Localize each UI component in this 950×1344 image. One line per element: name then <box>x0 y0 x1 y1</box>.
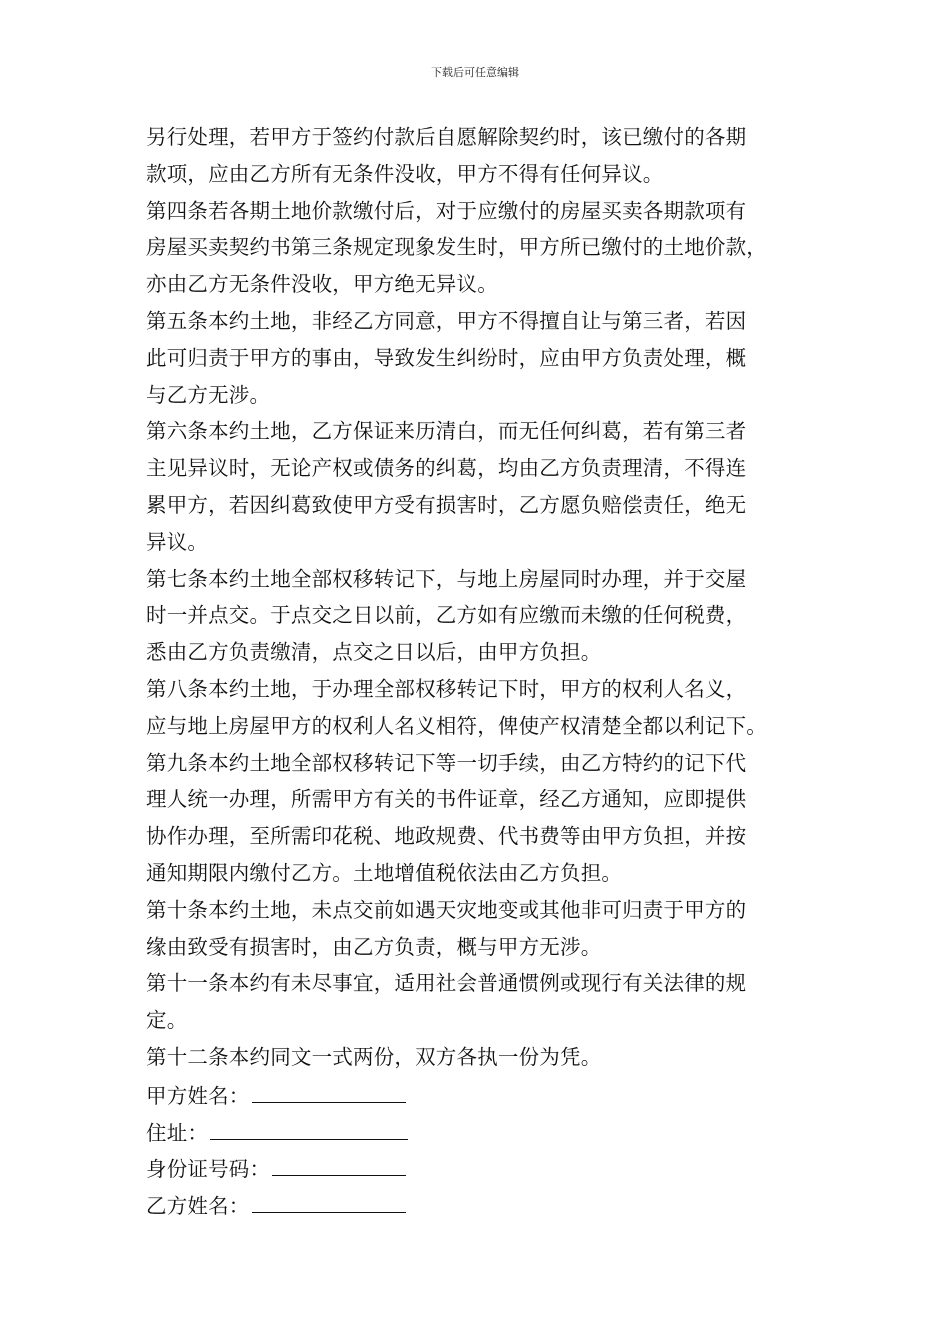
text-line: 主见异议时，无论产权或债务的纠葛，均由乙方负责理清，不得连 <box>146 456 747 481</box>
party-a-name-label: 甲方姓名： <box>146 1083 250 1108</box>
text-line: 异议。 <box>146 529 209 554</box>
text-line: 与乙方无涉。 <box>146 382 271 407</box>
text-line: 第十二条本约同文一式两份，双方各执一份为凭。 <box>146 1044 602 1069</box>
address-row <box>146 1113 826 1150</box>
text-line: 时一并点交。于点交之日以前，乙方如有应缴而未缴的任何税费， <box>146 603 747 628</box>
party-a-name-blank[interactable] <box>252 1076 406 1103</box>
text-line: 房屋买卖契约书第三条规定现象发生时，甲方所已缴付的土地价款， <box>146 235 767 260</box>
text-line: 通知期限内缴付乙方。土地增值税依法由乙方负担。 <box>146 860 623 885</box>
text-line: 累甲方，若因纠葛致使甲方受有损害时，乙方愿负赔偿责任，绝无 <box>146 492 747 517</box>
id-number-row <box>146 1149 826 1186</box>
page-header-note: 下载后可任意编辑 <box>431 66 519 79</box>
text-line: 应与地上房屋甲方的权利人名义相符，俾使产权清楚全都以利记下。 <box>146 713 767 738</box>
text-line: 第十一条本约有未尽事宜，适用社会普通惯例或现行有关法律的规 <box>146 971 747 996</box>
text-line: 定。 <box>146 1008 188 1033</box>
address-label: 住址： <box>146 1120 209 1145</box>
text-line: 协作办理，至所需印花税、地政规费、代书费等由甲方负担，并按 <box>146 824 747 849</box>
text-line: 第八条本约土地，于办理全部权移转记下时，甲方的权利人名义， <box>146 676 747 701</box>
text-line: 亦由乙方无条件没收，甲方绝无异议。 <box>146 272 498 297</box>
text-line: 第五条本约土地，非经乙方同意，甲方不得擅自让与第三者，若因 <box>146 308 747 333</box>
party-b-name-blank[interactable] <box>252 1186 406 1213</box>
text-line: 款项，应由乙方所有无条件没收，甲方不得有任何异议。 <box>146 161 664 186</box>
id-number-blank[interactable] <box>272 1149 406 1176</box>
text-line: 第十条本约土地，未点交前如遇天灾地变或其他非可归责于甲方的 <box>146 897 747 922</box>
text-line: 缘由致受有损害时，由乙方负责，概与甲方无涉。 <box>146 934 602 959</box>
text-line: 第四条若各期土地价款缴付后，对于应缴付的房屋买卖各期款项有 <box>146 198 747 223</box>
id-number-label: 身份证号码： <box>146 1157 271 1182</box>
party-b-name-row <box>146 1186 826 1223</box>
text-line: 第七条本约土地全部权移转记下，与地上房屋同时办理，并于交屋 <box>146 566 747 591</box>
text-line: 理人统一办理，所需甲方有关的书件证章，经乙方通知，应即提供 <box>146 787 747 812</box>
text-line: 另行处理，若甲方于签约付款后自愿解除契约时，该已缴付的各期 <box>146 125 747 149</box>
text-line: 第九条本约土地全部权移转记下等一切手续，由乙方特约的记下代 <box>146 750 747 775</box>
text-line: 第六条本约土地，乙方保证来历清白，而无任何纠葛，若有第三者 <box>146 419 747 444</box>
text-line: 此可归责于甲方的事由，导致发生纠纷时，应由甲方负责处理，概 <box>146 345 747 370</box>
contract-body <box>146 119 826 1223</box>
party-a-name-row <box>146 1076 826 1113</box>
text-line: 悉由乙方负责缴清，点交之日以后，由甲方负担。 <box>146 640 602 665</box>
address-blank[interactable] <box>210 1113 408 1140</box>
party-b-name-label: 乙方姓名： <box>146 1194 250 1219</box>
